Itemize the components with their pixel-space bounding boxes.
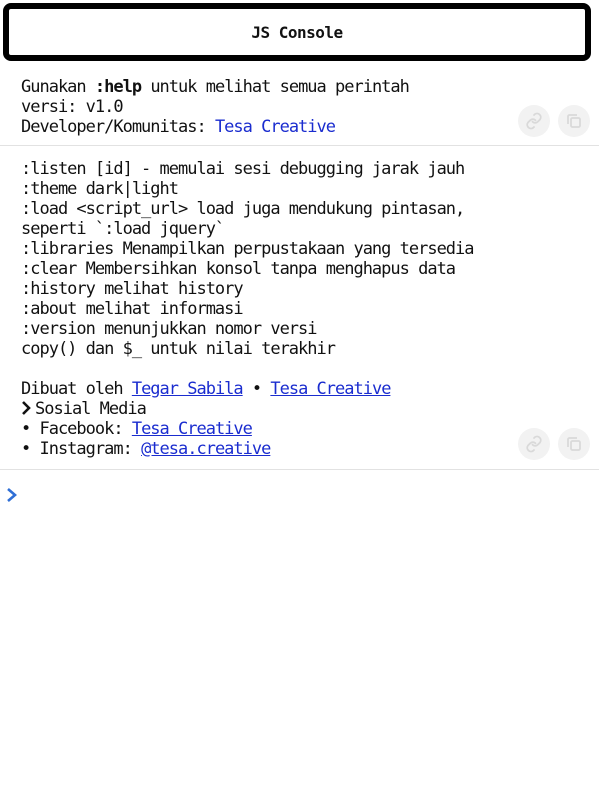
facebook-line — [21, 419, 252, 439]
prompt-chevron-icon[interactable] — [5, 486, 21, 504]
copy-button[interactable] — [558, 428, 590, 460]
link-icon — [525, 435, 543, 453]
link-icon — [525, 112, 543, 130]
command-line: :history melihat history — [21, 279, 243, 299]
help-suffix: untuk melihat semua perintah — [141, 77, 409, 97]
command-line: :clear Membersihkan konsol tanpa menghapus data — [21, 259, 456, 279]
social-title: Sosial Media — [35, 399, 146, 419]
social-media-line — [21, 399, 146, 419]
facebook-label: • Facebook: — [21, 419, 132, 439]
window-title: JS Console — [251, 22, 343, 42]
developer-label: Developer/Komunitas: — [21, 117, 215, 137]
instagram-link[interactable]: @tesa.creative — [141, 439, 271, 459]
chevron-right-icon — [21, 401, 32, 415]
intro-entry — [0, 66, 599, 146]
made-by-prefix: Dibuat oleh — [21, 379, 132, 399]
command-line: seperti `:load jquery` — [21, 219, 225, 239]
made-by-line — [21, 379, 390, 399]
facebook-link[interactable]: Tesa Creative — [131, 419, 252, 439]
version-line: versi: v1.0 — [21, 97, 123, 117]
org-link[interactable]: Tesa Creative — [270, 379, 391, 399]
instagram-line — [21, 439, 270, 459]
console-title-bar — [3, 3, 591, 61]
link-button[interactable] — [518, 428, 550, 460]
command-line: :theme dark|light — [21, 179, 178, 199]
separator: • — [242, 379, 271, 399]
instagram-label: • Instagram: — [21, 439, 142, 459]
help-output-entry — [0, 146, 599, 470]
help-prefix: Gunakan — [21, 77, 95, 97]
copy-icon — [565, 112, 583, 130]
command-line: :load <script_url> load juga mendukung pintasan, — [21, 199, 465, 219]
author-link[interactable]: Tegar Sabila — [131, 379, 243, 399]
command-line: :libraries Menampilkan perpustakaan yang tersedia — [21, 239, 474, 259]
command-line: :version menunjukkan nomor versi — [21, 319, 317, 339]
link-button[interactable] — [518, 105, 550, 137]
command-line: :about melihat informasi — [21, 299, 243, 319]
command-line: copy() dan $_ untuk nilai terakhir — [21, 339, 335, 359]
help-line — [21, 77, 409, 97]
copy-button[interactable] — [558, 105, 590, 137]
command-line: :listen [id] - memulai sesi debugging jarak jauh — [21, 159, 465, 179]
developer-line — [21, 117, 335, 137]
help-command: :help — [94, 77, 142, 97]
copy-icon — [565, 435, 583, 453]
developer-link[interactable]: Tesa Creative — [214, 117, 335, 137]
